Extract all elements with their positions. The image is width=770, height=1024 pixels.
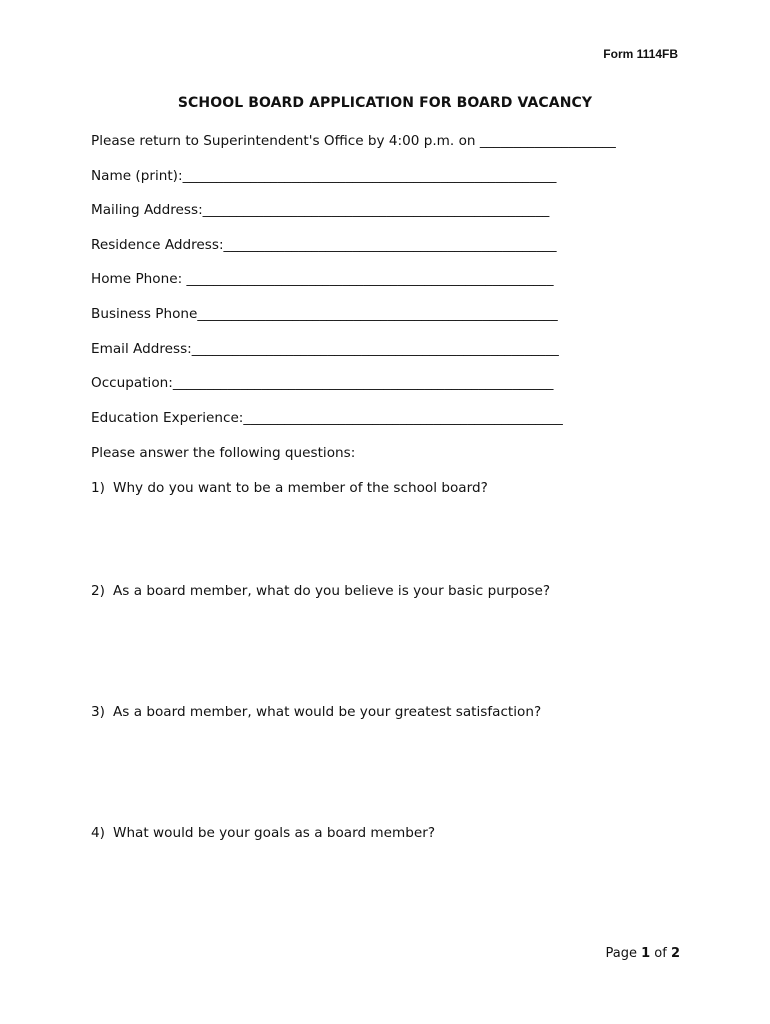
question-2-number: 2) [91, 583, 105, 599]
business-phone-label: Business Phone [91, 306, 198, 322]
question-4-text: What would be your goals as a board member? [113, 825, 436, 841]
question-1 [91, 479, 488, 497]
question-1-text: Why do you want to be a member of the school board? [113, 480, 488, 496]
home-phone-field[interactable] [91, 270, 681, 288]
residence-address-blank[interactable]: _________________________________________________ [223, 237, 557, 253]
home-phone-label: Home Phone: [91, 271, 187, 287]
current-page: 1 [641, 946, 651, 961]
business-phone-field[interactable] [91, 305, 681, 323]
question-4-number: 4) [91, 825, 105, 841]
education-experience-field[interactable] [91, 409, 681, 427]
email-address-blank[interactable]: ______________________________________________________ [191, 341, 559, 357]
name-field[interactable] [91, 167, 681, 185]
residence-address-label: Residence Address: [91, 237, 224, 253]
question-3 [91, 703, 541, 721]
occupation-label: Occupation: [91, 375, 173, 391]
answer-area-2[interactable] [91, 605, 681, 700]
question-2-text: As a board member, what do you believe is your basic purpose? [113, 583, 551, 599]
residence-address-field[interactable] [91, 236, 681, 254]
mailing-address-field[interactable] [91, 201, 681, 219]
education-experience-label: Education Experience: [91, 410, 244, 426]
question-3-number: 3) [91, 704, 105, 720]
occupation-field[interactable] [91, 374, 681, 392]
business-phone-blank[interactable]: _____________________________________________________ [197, 306, 558, 322]
answer-area-1[interactable] [91, 502, 681, 577]
return-deadline-blank[interactable]: ____________________ [479, 133, 616, 149]
return-deadline-label: Please return to Superintendent's Office by 4:00 p.m. on [91, 133, 480, 149]
question-3-text: As a board member, what would be your greatest satisfaction? [113, 704, 542, 720]
answer-area-3[interactable] [91, 726, 681, 821]
page-number [606, 946, 681, 961]
question-4 [91, 824, 435, 842]
mailing-address-label: Mailing Address: [91, 202, 203, 218]
return-deadline-field[interactable] [91, 132, 681, 150]
form-number: Form 1114FB [603, 47, 678, 61]
name-blank[interactable]: _______________________________________________________ [182, 168, 557, 184]
email-address-label: Email Address: [91, 341, 192, 357]
email-address-field[interactable] [91, 340, 681, 358]
home-phone-blank[interactable]: ______________________________________________________ [186, 271, 554, 287]
question-2 [91, 582, 550, 600]
answer-area-4[interactable] [91, 847, 681, 937]
occupation-blank[interactable]: ________________________________________________________ [172, 375, 554, 391]
page-title: SCHOOL BOARD APPLICATION FOR BOARD VACANCY [177, 95, 593, 111]
mailing-address-blank[interactable]: ___________________________________________________ [202, 202, 550, 218]
education-experience-blank[interactable]: _______________________________________________ [243, 410, 563, 426]
page-word: Page [605, 946, 642, 961]
name-label: Name (print): [91, 168, 183, 184]
instructions-text: Please answer the following questions: [91, 445, 356, 461]
of-word: of [650, 946, 671, 961]
question-1-number: 1) [91, 480, 105, 496]
total-pages: 2 [670, 946, 680, 961]
